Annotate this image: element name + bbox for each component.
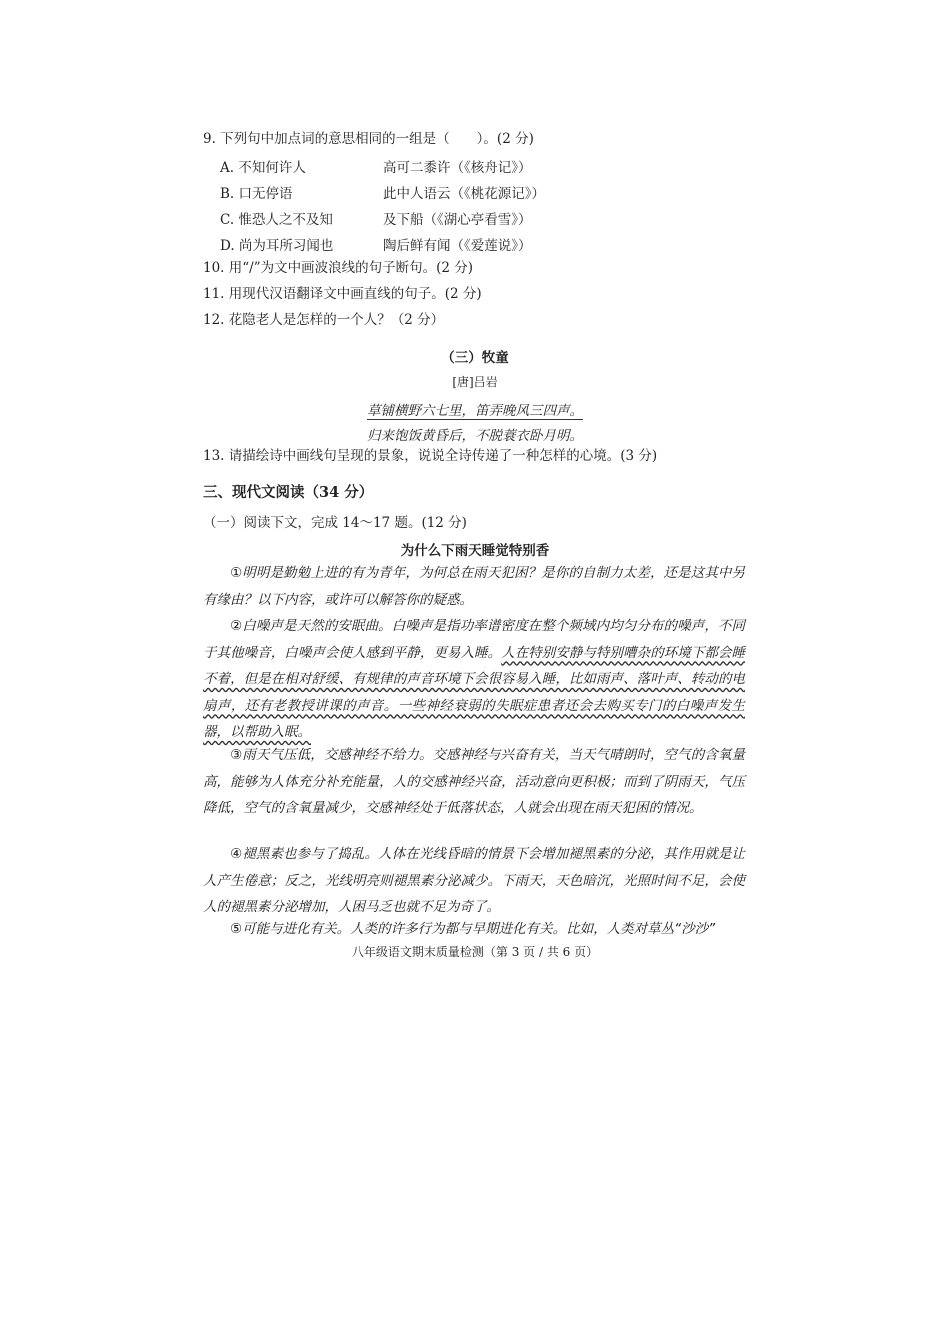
q9-option-d-right: 陶后鲜有闻（《爱莲说》） xyxy=(383,238,532,254)
poem-title: （三）牧童 xyxy=(441,350,509,366)
article-paragraph-3: ③雨天气压低，交感神经不给力。交感神经与兴奋有关，当天气晴朗时，空气的含氧量高，能够为人体充分补充能量，人的交感神经兴奋，活动意向更积极；而到了阴雨天，气压降低，空气的含氧量减少，交感神经处于低落状态，人就会出现在雨天犯困的情况。 xyxy=(203,747,745,816)
question-13: 13. 请描绘诗中画线句呈现的景象，说说全诗传递了一种怎样的心境。(3 分) xyxy=(203,448,658,464)
q9-option-a-right: 高可二黍许（《核舟记》） xyxy=(383,160,532,176)
poem-author: [唐]吕岩 xyxy=(452,375,498,389)
q9-option-c-right: 及下船（《湖心亭看雪》） xyxy=(383,212,532,228)
article-paragraph-1: ①明明是勤勉上进的有为青年，为何总在雨天犯困？是你的自制力太差，还是这其中另有缘由？以下内容，或许可以解答你的疑惑。 xyxy=(203,565,745,608)
question-12: 12. 花隐老人是怎样的一个人？（2 分） xyxy=(203,312,445,328)
page-footer: 八年级语文期末质量检测（第 3 页 / 共 6 页） xyxy=(351,945,599,959)
q9-option-d-left: D. 尚为耳所习闻也 xyxy=(220,238,334,254)
article-paragraph-5: ⑤可能与进化有关。人类的许多行为都与早期进化有关。比如，人类对草丛“沙沙” xyxy=(230,921,716,937)
question-9-stem: 9. 下列句中加点词的意思相同的一组是（ ）。(2 分) xyxy=(203,131,534,147)
question-10: 10. 用“/”为文中画波浪线的句子断句。(2 分) xyxy=(203,260,474,276)
q9-option-a-left: A. 不知何许人 xyxy=(220,160,306,176)
question-11: 11. 用现代汉语翻译文中画直线的句子。(2 分) xyxy=(203,286,482,302)
poem-line-1b: 笛弄晚风三四声。 xyxy=(475,403,583,419)
section-3-heading: 三、现代文阅读（34 分） xyxy=(203,484,374,501)
wavy-underlined-sentence: 人在特别安静与特别嘈杂的环境下都会睡不着，但是在相对舒缓、有规律的声音环境下会很容易入睡，比如雨声、落叶声、转动的电扇声，还有老教授讲课的声音。一些神经衰弱的失眠症患者还会去购买专门的白噪声发生器，以帮助入眠。 xyxy=(203,644,746,740)
section-3-sub: （一）阅读下文，完成 14～17 题。(12 分) xyxy=(203,515,467,531)
article-title: 为什么下雨天睡觉特别香 xyxy=(400,543,550,559)
poem-line-1 xyxy=(0,399,950,419)
article-paragraph-2: ②白噪声是天然的安眠曲。白噪声是指功率谱密度在整个频域内均匀分布的噪声，不同于其他噪音，白噪声会使人感到平静，更易入睡。人在特别安静与特别嘈杂的环境下都会睡不着，但是在相对舒缓、有规律的声音环境下会很容易入睡，比如雨声、落叶声、转动的电扇声，还有老教授讲课的声音。一些神经衰弱的失眠症患者还会去购买专门的白噪声发生器，以帮助入眠。 xyxy=(203,618,746,740)
poem-line-1a: 草铺横野六七里， xyxy=(367,403,475,419)
q9-option-b-left: B. 口无停语 xyxy=(220,186,293,202)
q9-option-b-right: 此中人语云（《桃花源记》） xyxy=(383,186,545,202)
q9-option-c-left: C. 惟恐人之不及知 xyxy=(220,212,333,228)
poem-line-2: 归来饱饭黄昏后，不脱蓑衣卧月明。 xyxy=(367,428,583,444)
article-paragraph-4: ④褪黑素也参与了捣乱。人体在光线昏暗的情景下会增加褪黑素的分泌，其作用就是让人产生倦意；反之，光线明亮则褪黑素分泌减少。下雨天，天色暗沉，光照时间不足，会使人的褪黑素分泌增加，人困马乏也就不足为奇了。 xyxy=(203,846,745,915)
